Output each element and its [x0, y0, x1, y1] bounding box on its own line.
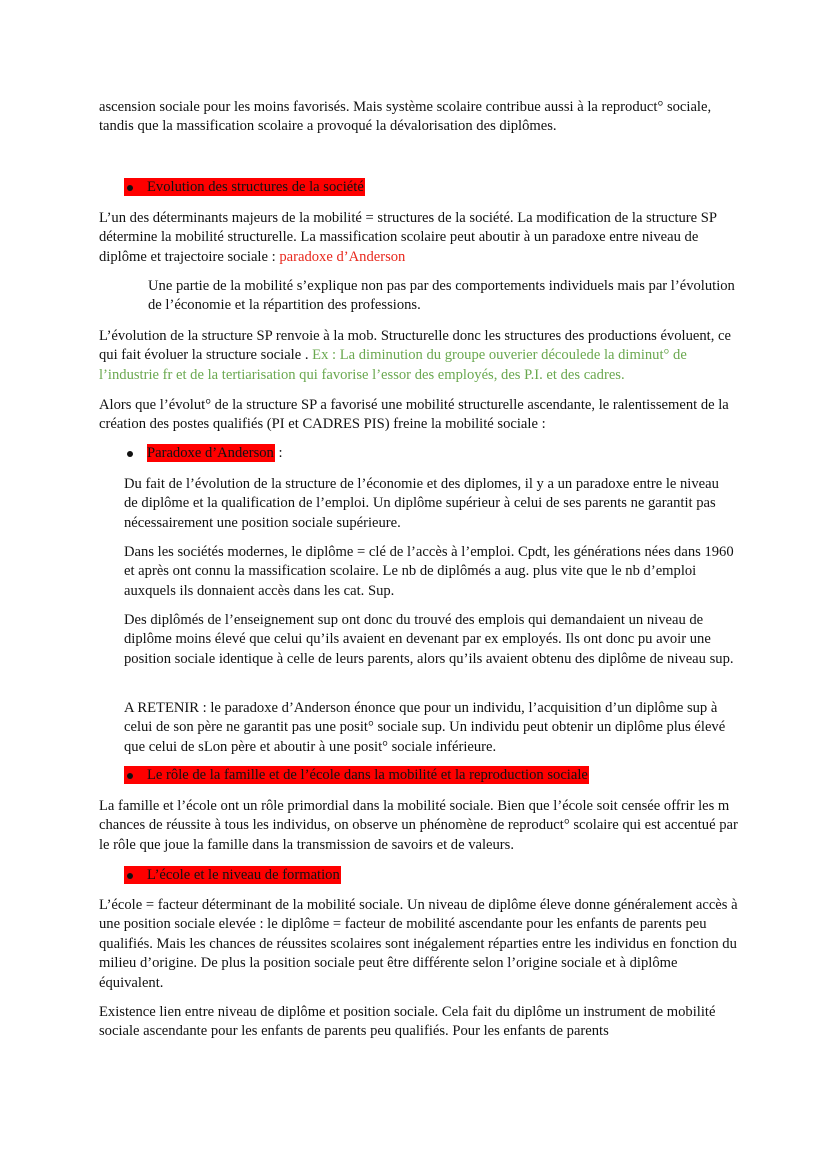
red-term-paradoxe: paradoxe d’Anderson	[279, 248, 406, 265]
heading-paradoxe-anderson: Paradoxe d’Anderson :	[124, 444, 283, 463]
heading-role-famille-ecole: Le rôle de la famille et de l’école dans la mobilité et la reproduction sociale	[124, 766, 589, 785]
bullet-icon	[127, 773, 133, 779]
green-example-text: Ex : La diminution du groupe ouverier découlede la diminut° de l’industrie fr et de la tertiarisation qui favorise l’essor des employés, des P.I. et des cadres.	[99, 347, 687, 383]
paragraph-anderson-3: Des diplômés de l’enseignement sup ont donc du trouvé des emplois qui demandaient un niveau de diplôme moins élevé que celui qu’ils avaient en devenant par ex employés. Ils ont donc pu avoir une position sociale identique à celle de leurs parents, alors qu’ils avaient obtenu des diplôme de niveau sup.	[124, 612, 734, 667]
heading-evolution-structures: Evolution des structures de la société	[124, 178, 365, 197]
paragraph-ralentissement: Alors que l’évolut° de la structure SP a favorisé une mobilité structurelle ascendante, le ralentissement de la création des postes qualifiés (PI et CADRES PIS) freine la mobilité sociale :	[99, 397, 729, 433]
paragraph-lien-diplome: Existence lien entre niveau de diplôme et position sociale. Cela fait du diplôme un instrument de mobilité sociale ascendante pour les enfants de parents peu qualifiés. Pour les enfants de parents	[99, 1004, 716, 1040]
quote-mobilite: Une partie de la mobilité s’explique non pas par des comportements individuels mais par l’évolution de l’économie et la répartition des professions.	[148, 278, 735, 314]
paragraph-ecole-facteur: L’école = facteur déterminant de la mobilité sociale. Un niveau de diplôme éleve donne généralement accès à une position sociale elevée : le diplôme = facteur de mobilité ascendante pour les enfants de parents peu qualifiés. Mais les chances de réussites scolaires sont inégalement réparties entre les individus en fonction du milieu d’origine. De plus la position sociale peut être différente selon l’origine sociale et à diplôme équivalent.	[99, 897, 738, 991]
bullet-icon	[127, 185, 133, 191]
paragraph-famille-ecole: La famille et l’école ont un rôle primordial dans la mobilité sociale. Bien que l’école soit censée offrir les m chances de réussite à tous les individus, on observe un phénomène de reproduct° scolaire qui est accentué par le rôle que joue la famille dans la transmission de savoirs et de valeurs.	[99, 798, 738, 853]
paragraph-intro: ascension sociale pour les moins favorisés. Mais système scolaire contribue aussi à la reproduct° sociale, tandis que la massification scolaire a provoqué la dévalorisation des diplômes.	[99, 99, 712, 135]
bullet-icon	[127, 451, 133, 457]
paragraph-anderson-1: Du fait de l’évolution de la structure de l’économie et des diplomes, il y a un paradoxe entre le niveau de diplôme et la qualification de l’emploi. Un diplôme supérieur à celui de ses parents ne garantit pas nécessairement une position sociale supérieure.	[124, 476, 719, 531]
paragraph-determinants: L’un des déterminants majeurs de la mobilité = structures de la société. La modification de la structure SP détermine la mobilité structurelle. La massification scolaire peut aboutir à un paradoxe entre niveau de diplôme et trajectoire sociale : paradoxe d’Anderson	[99, 210, 717, 265]
bullet-icon	[127, 873, 133, 879]
paragraph-structure-sp: L’évolution de la structure SP renvoie à la mob. Structurelle donc les structures des productions évoluent, ce qui fait évoluer la structure sociale . Ex : La diminution du groupe ouverier découlede la diminut° de l’industrie fr et de la tertiarisation qui favorise l’essor des employés, des P.I. et des cadres.	[99, 328, 731, 383]
heading-ecole-formation: L’école et le niveau de formation	[124, 866, 341, 885]
paragraph-a-retenir: A RETENIR : le paradoxe d’Anderson énonce que pour un individu, l’acquisition d’un diplôme sup à celui de son père ne garantit pas une posit° sociale sup. Un individu peut obtenir un diplôme plus élevé que celui de sLon père et aboutir à une posit° sociale inférieure.	[124, 700, 726, 755]
paragraph-anderson-2: Dans les sociétés modernes, le diplôme = clé de l’accès à l’emploi. Cpdt, les générations nées dans 1960 et après ont connu la massification scolaire. Le nb de diplômés a aug. plus vite que le nb d’emploi auxquels ils donnaient accès dans les cat. Sup.	[124, 544, 734, 599]
